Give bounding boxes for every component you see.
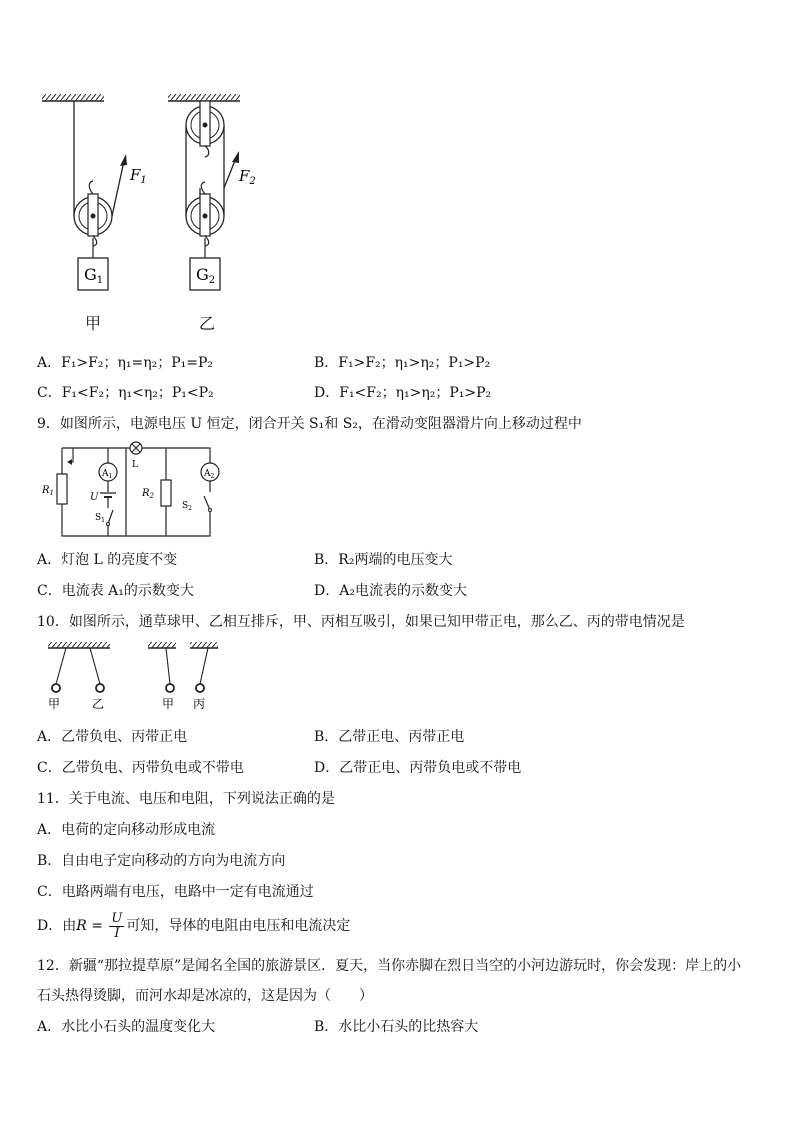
q9-stem: 9．如图所示，电源电压 U 恒定，闭合开关 S₁和 S₂，在滑动变阻器滑片向上移动过程中 xyxy=(37,416,582,432)
force-label-f2: $F_2$ xyxy=(239,167,256,187)
battery-u xyxy=(90,492,118,503)
ceiling-left xyxy=(42,94,104,101)
ball-jia-left xyxy=(52,684,60,692)
ammeter-a2 xyxy=(201,463,219,481)
q12-stem-line1: 12．新疆“那拉提草原”是闻名全国的旅游景区．夏天，当你赤脚在烈日当空的小河边游玩时，你会发现：岸上的小 xyxy=(37,958,742,974)
ball-yi xyxy=(96,684,104,692)
ball-jia-right xyxy=(166,684,174,692)
q8-option-d: D．F₁<F₂；η₁>η₂；P₁>P₂ xyxy=(314,385,492,401)
svg-text:L: L xyxy=(132,460,138,470)
q11-option-c: C．电路两端有电压，电路中一定有电流通过 xyxy=(37,884,314,900)
rheostat-r1 xyxy=(41,448,73,504)
q10-option-b: B．乙带正电、丙带正电 xyxy=(314,729,465,745)
q12-option-b: B．水比小石头的比热容大 xyxy=(314,1019,479,1035)
q10-option-c: C．乙带负电、丙带负电或不带电 xyxy=(37,760,244,776)
svg-text:丙: 丙 xyxy=(193,697,206,711)
ball-bing xyxy=(196,684,204,692)
q9-option-a: A．灯泡 L 的亮度不变 xyxy=(37,552,178,568)
svg-text:R2: $R_2$ xyxy=(142,488,154,500)
q10-stem: 10．如图所示，通草球甲、乙相互排斥，甲、丙相互吸引，如果已知甲带正电，那么乙、丙的带电情况是 xyxy=(37,614,685,630)
fixed-pulley-right xyxy=(186,101,224,157)
svg-text:甲: 甲 xyxy=(162,697,175,711)
q12-option-a: A．水比小石头的温度变化大 xyxy=(37,1019,216,1035)
svg-text:U: U xyxy=(90,492,99,503)
q9-option-c: C．电流表 A₁的示数变大 xyxy=(37,583,194,599)
q11-option-b: B．自由电子定向移动的方向为电流方向 xyxy=(37,853,286,869)
q11-option-a: A．电荷的定向移动形成电流 xyxy=(37,822,216,838)
resistor-r2 xyxy=(141,480,171,506)
svg-text:S1: $S_1$ xyxy=(95,513,105,524)
q10-option-a: A．乙带负电、丙带正电 xyxy=(37,729,188,745)
force-label-f1: $F_1$ xyxy=(130,166,147,186)
q9-option-b: B．R₂两端的电压变大 xyxy=(314,552,453,568)
svg-text:A2: $A_2$ xyxy=(204,469,215,480)
movable-pulley-left xyxy=(74,181,112,258)
q8-option-c: C．F₁<F₂；η₁<η₂；P₁<P₂ xyxy=(37,385,214,401)
movable-pulley-right xyxy=(186,182,224,258)
formula-fraction: $\frac{U}{I}$ xyxy=(111,910,123,941)
ammeter-a1 xyxy=(99,463,117,481)
ceiling-right xyxy=(168,94,240,101)
pith-balls-figure xyxy=(40,638,230,714)
svg-text:乙: 乙 xyxy=(92,697,105,711)
figure-caption-jia: 甲 xyxy=(85,314,102,333)
svg-text:甲: 甲 xyxy=(48,697,61,711)
pulley-figure xyxy=(36,88,286,338)
circuit-diagram xyxy=(38,438,228,540)
svg-text:G1: G1 xyxy=(84,265,104,286)
svg-text:G2: G2 xyxy=(196,265,216,286)
q11-option-d: D．由R = $\frac{U}{I}$ 可知，导体的电阻由电压和电流决定 xyxy=(37,910,351,941)
switch-s1 xyxy=(95,508,113,526)
figure-caption-yi: 乙 xyxy=(199,314,216,333)
switch-s2 xyxy=(182,492,214,512)
svg-text:R1: $R_1$ xyxy=(42,485,54,497)
svg-text:A1: $A_1$ xyxy=(102,469,113,480)
q8-option-a: A．F₁>F₂；η₁=η₂；P₁=P₂ xyxy=(37,355,214,371)
q10-option-d: D．乙带正电、丙带负电或不带电 xyxy=(314,760,522,776)
lamp-l xyxy=(130,442,142,470)
svg-text:S2: $S_2$ xyxy=(182,501,192,512)
q8-option-b: B．F₁>F₂；η₁>η₂；P₁>P₂ xyxy=(314,355,491,371)
q12-stem-line2: 石头热得烫脚，而河水却是冰凉的，这是因为（ ） xyxy=(37,988,373,1004)
q11-stem: 11．关于电流、电压和电阻，下列说法正确的是 xyxy=(37,791,335,807)
q9-option-d: D．A₂电流表的示数变大 xyxy=(314,583,467,599)
